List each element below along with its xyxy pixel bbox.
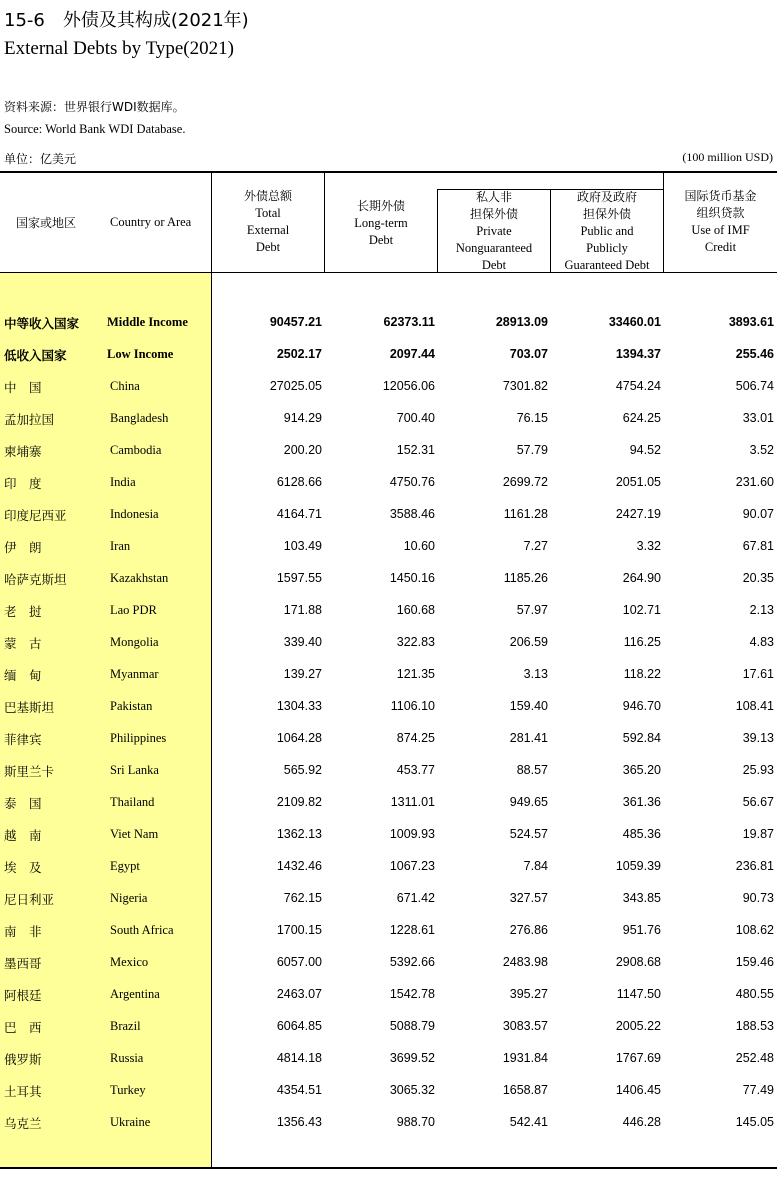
country-name-en: Mongolia — [110, 635, 159, 649]
cell-total: 6128.66 — [276, 475, 322, 489]
cell-total: 27025.05 — [269, 379, 322, 393]
country-name-en: Ukraine — [110, 1115, 151, 1129]
cell-imf: 90.07 — [742, 507, 774, 521]
table-row — [0, 666, 777, 698]
cell-imf: 188.53 — [735, 1019, 774, 1033]
header-total-external-debt — [212, 188, 324, 256]
cell-total: 565.92 — [283, 763, 322, 777]
table-row — [0, 1114, 777, 1146]
unit-label-en: (100 million USD) — [682, 150, 773, 164]
cell-public: 4754.24 — [615, 379, 661, 393]
cell-public: 118.22 — [623, 667, 661, 681]
unit-label-cn: 单位：亿美元 — [4, 152, 77, 166]
cell-longterm: 1106.10 — [390, 699, 435, 713]
country-name-cn: 巴 西 — [4, 1020, 42, 1035]
cell-total: 1356.43 — [276, 1115, 322, 1129]
cell-total: 914.29 — [283, 411, 322, 425]
cell-imf: 252.48 — [735, 1051, 774, 1065]
country-name-cn: 巴基斯坦 — [4, 700, 55, 715]
cell-imf: 236.81 — [735, 859, 774, 873]
cell-private: 276.86 — [509, 923, 548, 937]
country-name-cn: 菲律宾 — [4, 732, 42, 747]
table-row — [0, 474, 777, 506]
cell-private: 57.97 — [516, 603, 548, 617]
cell-longterm: 700.40 — [396, 411, 435, 425]
cell-total: 6064.85 — [276, 1019, 322, 1033]
country-name-en: Sri Lanka — [110, 763, 159, 777]
country-name-cn: 孟加拉国 — [4, 412, 55, 427]
table-row — [0, 858, 777, 890]
header-label: 组织贷款 — [696, 206, 745, 220]
cell-total: 4164.71 — [276, 507, 322, 521]
header-label: External — [246, 223, 290, 237]
cell-total: 2502.17 — [276, 347, 322, 361]
cell-total: 762.15 — [283, 891, 322, 905]
country-name-en: India — [110, 475, 136, 489]
country-name-cn: 低收入国家 — [4, 348, 67, 363]
cell-total: 139.27 — [283, 667, 322, 681]
cell-longterm: 5088.79 — [389, 1019, 435, 1033]
cell-private: 3.13 — [523, 667, 548, 681]
header-label: 私人非 — [475, 190, 512, 204]
country-name-cn: 印度尼西亚 — [4, 508, 67, 523]
cell-private: 395.27 — [509, 987, 548, 1001]
country-name-en: Thailand — [110, 795, 155, 809]
cell-public: 485.36 — [622, 827, 661, 841]
header-label: 外债总额 — [243, 189, 292, 203]
country-name-en: Philippines — [110, 731, 167, 745]
header-label: Nonguaranteed — [455, 241, 533, 255]
table-row — [0, 826, 777, 858]
cell-imf: 33.01 — [742, 411, 774, 425]
cell-public: 3.32 — [636, 539, 661, 553]
table-row — [0, 986, 777, 1018]
cell-private: 159.40 — [509, 699, 548, 713]
cell-longterm: 874.25 — [396, 731, 435, 745]
cell-private: 88.57 — [516, 763, 548, 777]
cell-longterm: 3588.46 — [389, 507, 435, 521]
cell-total: 1700.15 — [276, 923, 322, 937]
cell-imf: 3893.61 — [728, 315, 774, 329]
cell-imf: 4.83 — [749, 635, 774, 649]
header-label: Private — [476, 224, 512, 238]
country-name-cn: 印 度 — [4, 476, 42, 491]
cell-total: 4354.51 — [276, 1083, 322, 1097]
cell-private: 949.65 — [509, 795, 548, 809]
country-name-en: Low Income — [107, 347, 174, 361]
table-row — [0, 506, 777, 538]
country-name-en: China — [110, 379, 140, 393]
country-name-cn: 尼日利亚 — [4, 892, 55, 907]
cell-imf: 77.49 — [742, 1083, 774, 1097]
cell-public: 2005.22 — [615, 1019, 661, 1033]
cell-public: 365.20 — [622, 763, 661, 777]
source-note-en: Source: World Bank WDI Database. — [4, 122, 186, 136]
cell-longterm: 1450.16 — [389, 571, 435, 585]
cell-public: 946.70 — [622, 699, 661, 713]
cell-total: 4814.18 — [276, 1051, 322, 1065]
country-name-cn: 墨西哥 — [4, 956, 42, 971]
header-country-cn: 国家或地区 — [16, 216, 77, 230]
cell-longterm: 322.83 — [396, 635, 435, 649]
table-row — [0, 890, 777, 922]
country-name-cn: 乌克兰 — [4, 1116, 42, 1131]
country-name-en: Kazakhstan — [110, 571, 169, 585]
table-row — [0, 1082, 777, 1114]
table-row — [0, 730, 777, 762]
cell-imf: 25.93 — [742, 763, 774, 777]
country-name-en: Pakistan — [110, 699, 153, 713]
table-row — [0, 922, 777, 954]
cell-private: 281.41 — [509, 731, 548, 745]
country-name-en: Viet Nam — [110, 827, 159, 841]
cell-total: 2109.82 — [276, 795, 322, 809]
table-row — [0, 442, 777, 474]
cell-private: 1658.87 — [502, 1083, 548, 1097]
cell-imf: 145.05 — [735, 1115, 774, 1129]
header-imf-credit — [664, 188, 777, 256]
cell-imf: 255.46 — [735, 347, 774, 361]
table-row — [0, 1018, 777, 1050]
country-name-cn: 柬埔寨 — [4, 444, 42, 459]
cell-imf: 2.13 — [749, 603, 774, 617]
cell-longterm: 4750.76 — [389, 475, 435, 489]
cell-public: 33460.01 — [608, 315, 661, 329]
country-name-en: Nigeria — [110, 891, 148, 905]
cell-public: 102.71 — [622, 603, 661, 617]
cell-imf: 56.67 — [742, 795, 774, 809]
cell-public: 446.28 — [622, 1115, 661, 1129]
cell-total: 90457.21 — [269, 315, 322, 329]
cell-private: 524.57 — [509, 827, 548, 841]
cell-longterm: 3065.32 — [389, 1083, 435, 1097]
cell-longterm: 152.31 — [396, 443, 435, 457]
cell-public: 1767.69 — [615, 1051, 661, 1065]
country-name-cn: 泰 国 — [4, 796, 42, 811]
cell-private: 1931.84 — [502, 1051, 548, 1065]
header-label: Guaranteed Debt — [564, 258, 650, 272]
cell-longterm: 160.68 — [396, 603, 435, 617]
cell-longterm: 1228.61 — [389, 923, 435, 937]
header-label: Long-term — [354, 216, 408, 230]
table-row — [0, 794, 777, 826]
header-private-nonguaranteed — [438, 189, 550, 274]
cell-total: 1597.55 — [276, 571, 322, 585]
country-name-cn: 伊 朗 — [4, 540, 42, 555]
cell-public: 1059.39 — [615, 859, 661, 873]
cell-private: 7.27 — [523, 539, 548, 553]
country-name-en: Turkey — [110, 1083, 146, 1097]
cell-public: 2051.05 — [615, 475, 661, 489]
cell-longterm: 2097.44 — [389, 347, 435, 361]
cell-public: 951.76 — [622, 923, 661, 937]
cell-public: 592.84 — [622, 731, 661, 745]
source-note-cn: 资料来源：世界银行WDI数据库。 — [4, 100, 185, 114]
cell-imf: 506.74 — [735, 379, 774, 393]
table-row — [0, 762, 777, 794]
cell-public: 116.25 — [623, 635, 661, 649]
cell-total: 171.88 — [283, 603, 322, 617]
country-name-cn: 斯里兰卡 — [4, 764, 55, 779]
table-row — [0, 634, 777, 666]
country-name-cn: 缅 甸 — [4, 668, 42, 683]
header-label: Debt — [368, 233, 394, 247]
cell-imf: 3.52 — [749, 443, 774, 457]
header-label: 政府及政府 — [576, 190, 637, 204]
cell-private: 7.84 — [523, 859, 548, 873]
cell-total: 339.40 — [283, 635, 322, 649]
header-label: 长期外债 — [356, 199, 405, 213]
cell-public: 94.52 — [629, 443, 661, 457]
cell-total: 200.20 — [283, 443, 322, 457]
country-name-en: Brazil — [110, 1019, 141, 1033]
country-name-en: Indonesia — [110, 507, 159, 521]
cell-longterm: 121.35 — [396, 667, 435, 681]
cell-longterm: 1311.01 — [390, 795, 435, 809]
cell-imf: 39.13 — [742, 731, 774, 745]
table-row — [0, 346, 777, 378]
table-title-cn: 15-6 外债及其构成(2021年) — [4, 10, 249, 31]
country-name-cn: 埃 及 — [4, 860, 42, 875]
cell-longterm: 988.70 — [396, 1115, 435, 1129]
cell-longterm: 1009.93 — [389, 827, 435, 841]
cell-private: 327.57 — [509, 891, 548, 905]
cell-public: 1147.50 — [616, 987, 661, 1001]
cell-private: 76.15 — [516, 411, 548, 425]
cell-private: 206.59 — [509, 635, 548, 649]
country-name-en: Lao PDR — [110, 603, 157, 617]
table-row — [0, 1050, 777, 1082]
cell-longterm: 671.42 — [396, 891, 435, 905]
cell-public: 1406.45 — [615, 1083, 661, 1097]
country-name-cn: 越 南 — [4, 828, 42, 843]
cell-public: 624.25 — [622, 411, 661, 425]
cell-private: 1161.28 — [503, 507, 548, 521]
cell-longterm: 10.60 — [403, 539, 435, 553]
header-label: 担保外债 — [582, 207, 631, 221]
cell-longterm: 62373.11 — [383, 315, 435, 329]
cell-total: 6057.00 — [276, 955, 322, 969]
header-label: Credit — [704, 240, 737, 254]
country-name-en: Bangladesh — [110, 411, 169, 425]
cell-total: 1064.28 — [276, 731, 322, 745]
country-name-en: Middle Income — [107, 315, 188, 329]
country-name-cn: 中等收入国家 — [4, 316, 80, 331]
table-bottom-rule — [0, 1167, 777, 1169]
header-label: Total — [255, 206, 281, 220]
cell-total: 103.49 — [283, 539, 322, 553]
cell-private: 28913.09 — [495, 315, 548, 329]
cell-longterm: 3699.52 — [389, 1051, 435, 1065]
table-row — [0, 378, 777, 410]
cell-longterm: 1067.23 — [389, 859, 435, 873]
table-row — [0, 410, 777, 442]
country-name-cn: 俄罗斯 — [4, 1052, 42, 1067]
cell-imf: 20.35 — [742, 571, 774, 585]
cell-public: 1394.37 — [615, 347, 661, 361]
table-row — [0, 602, 777, 634]
country-name-en: Argentina — [110, 987, 160, 1001]
cell-public: 2427.19 — [615, 507, 661, 521]
cell-private: 2483.98 — [502, 955, 548, 969]
header-label: 担保外债 — [469, 207, 518, 221]
cell-private: 3083.57 — [502, 1019, 548, 1033]
cell-public: 264.90 — [622, 571, 661, 585]
cell-imf: 108.62 — [735, 923, 774, 937]
cell-longterm: 12056.06 — [382, 379, 435, 393]
cell-imf: 231.60 — [735, 475, 774, 489]
header-country-en: Country or Area — [110, 215, 192, 229]
cell-public: 361.36 — [622, 795, 661, 809]
cell-total: 2463.07 — [276, 987, 322, 1001]
country-name-cn: 哈萨克斯坦 — [4, 572, 67, 587]
cell-total: 1304.33 — [276, 699, 322, 713]
header-label: Use of IMF — [691, 223, 750, 237]
cell-imf: 159.46 — [735, 955, 774, 969]
cell-longterm: 453.77 — [396, 763, 435, 777]
country-name-cn: 阿根廷 — [4, 988, 42, 1003]
table-row — [0, 954, 777, 986]
header-label: Debt — [481, 258, 507, 272]
cell-imf: 90.73 — [742, 891, 774, 905]
cell-imf: 67.81 — [742, 539, 774, 553]
cell-private: 703.07 — [509, 347, 548, 361]
header-public-guaranteed — [551, 189, 663, 274]
cell-private: 2699.72 — [502, 475, 548, 489]
header-label: Debt — [255, 240, 281, 254]
country-name-en: Iran — [110, 539, 131, 553]
cell-public: 343.85 — [622, 891, 661, 905]
table-title-en: External Debts by Type(2021) — [4, 38, 234, 59]
cell-imf: 17.61 — [742, 667, 774, 681]
cell-imf: 19.87 — [742, 827, 774, 841]
header-label: Public and — [580, 224, 634, 238]
country-name-cn: 蒙 古 — [4, 636, 42, 651]
cell-longterm: 1542.78 — [389, 987, 435, 1001]
cell-imf: 108.41 — [735, 699, 774, 713]
table-row — [0, 698, 777, 730]
header-long-term-debt — [325, 198, 437, 249]
country-name-cn: 中 国 — [4, 380, 42, 395]
country-name-cn: 土耳其 — [4, 1084, 42, 1099]
header-label: Publicly — [586, 241, 628, 255]
cell-total: 1362.13 — [276, 827, 322, 841]
country-name-en: Egypt — [110, 859, 140, 873]
cell-private: 1185.26 — [503, 571, 548, 585]
table-row — [0, 314, 777, 346]
header-label: 国际货币基金 — [684, 189, 757, 203]
country-name-en: Myanmar — [110, 667, 159, 681]
cell-imf: 480.55 — [735, 987, 774, 1001]
table-top-rule — [0, 171, 777, 173]
cell-private: 57.79 — [516, 443, 548, 457]
country-name-cn: 老 挝 — [4, 604, 42, 619]
country-name-cn: 南 非 — [4, 924, 42, 939]
country-name-en: South Africa — [110, 923, 174, 937]
cell-private: 542.41 — [509, 1115, 548, 1129]
table-row — [0, 570, 777, 602]
country-name-en: Cambodia — [110, 443, 162, 457]
table-row — [0, 538, 777, 570]
country-name-en: Russia — [110, 1051, 144, 1065]
cell-total: 1432.46 — [276, 859, 322, 873]
cell-public: 2908.68 — [615, 955, 661, 969]
cell-longterm: 5392.66 — [389, 955, 435, 969]
country-name-en: Mexico — [110, 955, 149, 969]
cell-private: 7301.82 — [502, 379, 548, 393]
